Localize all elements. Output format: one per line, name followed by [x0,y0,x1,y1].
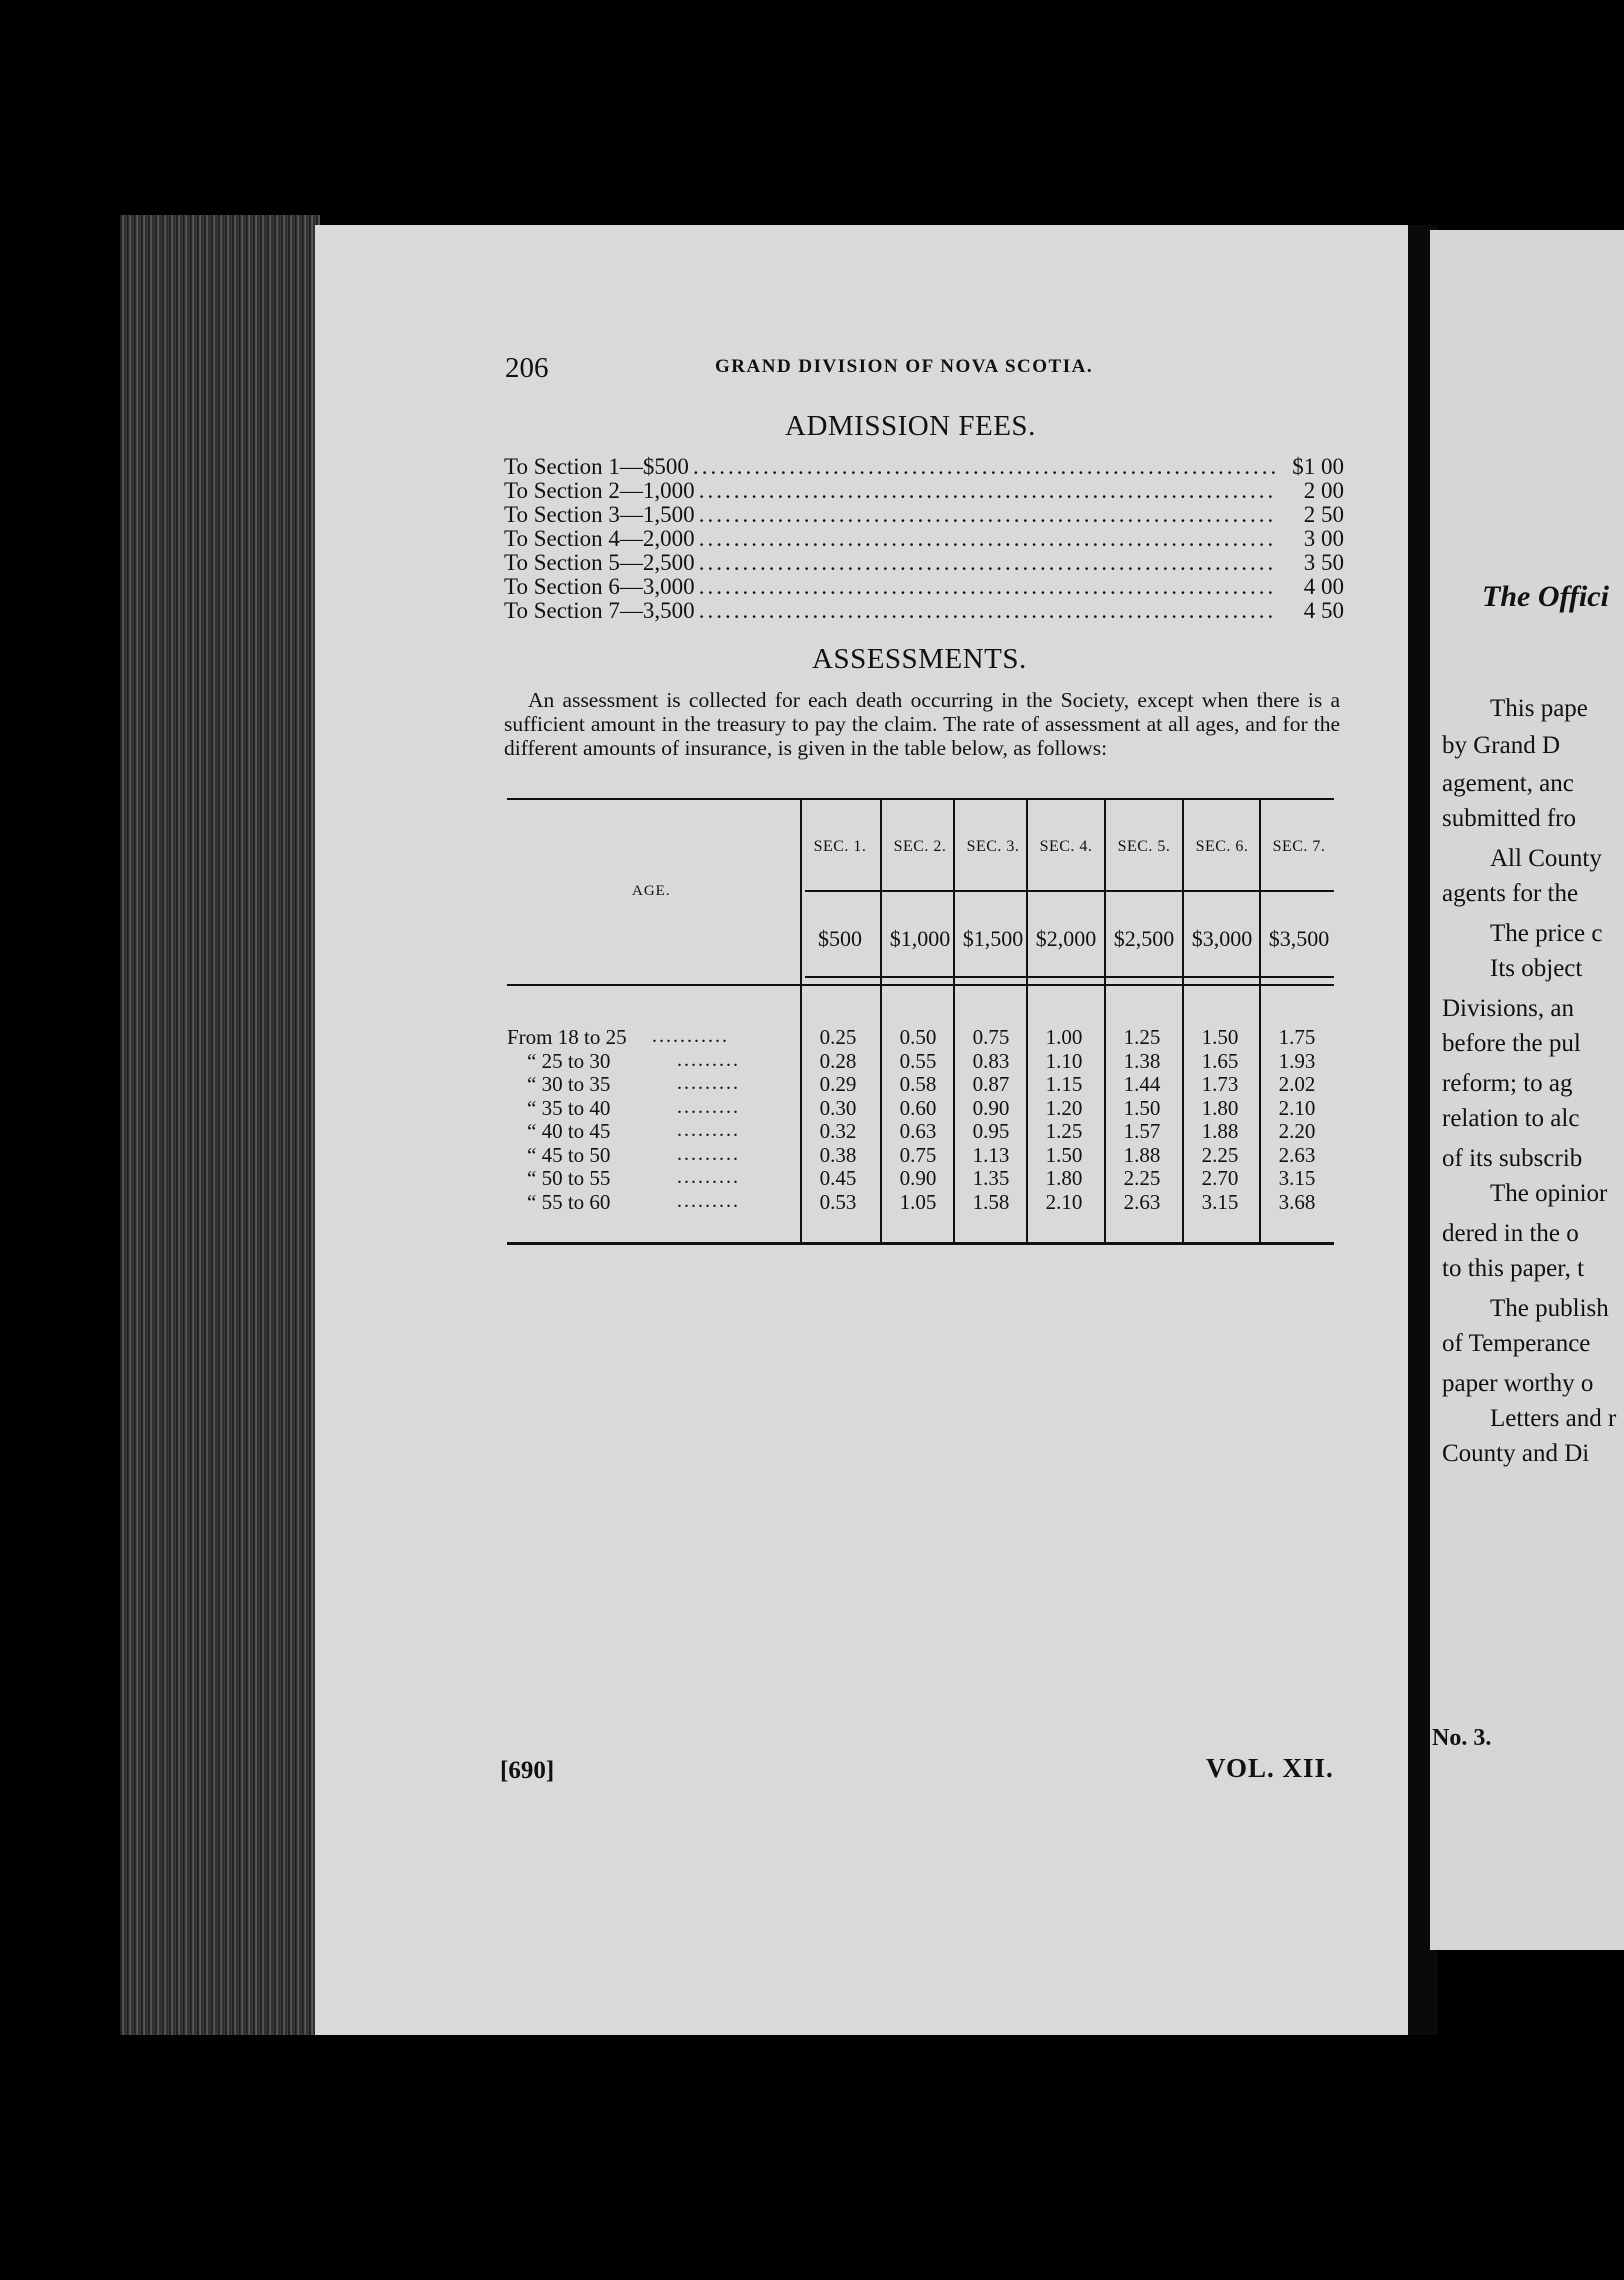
amount-header: $3,500 [1268,926,1330,951]
right-page-line: agement, anc [1442,770,1574,797]
right-page-line: County and Di [1442,1440,1590,1467]
table-cell: 0.32 [819,1119,857,1143]
fee-row [504,503,1344,527]
amount-rule [805,976,1334,978]
table-cell: 1.15 [1045,1072,1083,1096]
fee-amount: 4 00 [1303,574,1344,599]
footer-page-ref: [690] [500,1757,555,1784]
amount-header: $1,000 [889,926,951,951]
table-cell: 1.25 [1045,1119,1083,1143]
section-header: SEC. 6. [1195,838,1249,855]
table-cell: 1.10 [1045,1048,1083,1073]
table-cell: 0.90 [972,1095,1010,1120]
age-range: “ 55 to 60 [527,1189,611,1214]
table-cell: 0.50 [899,1025,937,1049]
table-cell: 3.15 [1278,1166,1316,1190]
table-cell: 0.53 [819,1189,857,1214]
right-page-line: The publish [1490,1295,1609,1322]
fee-amount: 2 50 [1303,502,1344,527]
age-header: AGE. [632,883,671,899]
fee-label: To Section 3—1,500 [504,502,695,527]
table-cell: 2.10 [1278,1095,1316,1120]
table-cell: 1.58 [972,1189,1010,1214]
amount-header: $2,000 [1035,926,1097,951]
table-bottom-rule [507,1242,1334,1245]
table-cell: 2.02 [1278,1072,1316,1096]
leader-dots: ......... [677,1072,740,1094]
table-cell: 0.29 [819,1072,857,1096]
leader-dots [699,599,1276,623]
right-page-line: before the pul [1442,1030,1581,1057]
table-header-rule [507,984,1334,986]
table-cell: 0.38 [819,1142,857,1167]
right-page-line: Its object [1490,955,1583,982]
age-range: “ 45 to 50 [527,1142,611,1167]
table-cell: 0.45 [819,1166,857,1190]
right-page-line: reform; to ag [1442,1070,1573,1097]
table-cell: 2.70 [1201,1166,1239,1190]
table-cell: 0.30 [819,1095,857,1120]
section-header: SEC. 5. [1117,838,1171,855]
table-cell: 0.25 [819,1025,857,1049]
right-page-line: submitted fro [1442,805,1577,832]
running-header: GRAND DIVISION OF NOVA SCOTIA. [715,356,1094,377]
page-number: 206 [505,352,549,384]
age-range: From 18 to 25 [507,1025,627,1049]
table-cell: 1.80 [1045,1166,1083,1190]
right-page-line: of its subscrib [1442,1145,1583,1172]
table-cell: 0.95 [972,1119,1010,1143]
leader-dots [699,479,1276,503]
section-header: SEC. 7. [1272,838,1326,855]
table-cell: 0.60 [899,1095,937,1120]
leader-dots: ......... [677,1048,740,1071]
fee-row [504,479,1344,503]
right-page-line: dered in the o [1442,1220,1579,1247]
table-cell: 1.35 [972,1166,1010,1190]
table-cell: 0.55 [899,1048,937,1073]
right-page-line: agents for the [1442,880,1579,907]
table-cell: 1.00 [1045,1025,1083,1049]
table-cell: 1.50 [1045,1142,1083,1167]
table-cell: 0.28 [819,1048,857,1073]
amount-header: $1,500 [962,926,1024,951]
admission-fees-list [504,455,1344,623]
right-page-line: Letters and r [1490,1405,1617,1432]
age-range: “ 30 to 35 [527,1072,611,1096]
fee-amount: 2 00 [1303,478,1344,503]
leader-dots [699,551,1276,575]
right-page-footer: No. 3. [1432,1725,1492,1751]
table-cell: 0.75 [972,1025,1010,1049]
assessments-title: ASSESSMENTS. [812,643,1027,675]
leader-dots: ......... [677,1166,740,1188]
leader-dots: ......... [677,1189,740,1212]
right-page-line: All County [1490,845,1602,872]
section-header: SEC. 1. [813,838,867,855]
right-page [1430,230,1624,1950]
leader-dots: ......... [677,1095,740,1118]
right-page-line: relation to alc [1442,1105,1580,1132]
book-page-edges [120,215,320,2035]
leader-dots [699,503,1276,527]
fee-label: To Section 4—2,000 [504,526,695,551]
table-cell: 0.58 [899,1072,937,1096]
table-cell: 0.75 [899,1142,937,1167]
age-range: “ 40 to 45 [527,1119,611,1143]
right-page-line: Divisions, an [1442,995,1574,1022]
assessments-paragraph: An assessment is collected for each death occurring in the Society, except when there is a sufficient amount in the treasury to pay the claim. The rate of assessment at all ages, and for the different amounts of insurance, is given in the table below, as follows: [504,688,1340,760]
table-cell: 1.80 [1201,1095,1239,1120]
table-cell: 3.68 [1278,1189,1316,1214]
right-page-line: The price c [1490,920,1603,947]
fee-row [504,599,1344,623]
table-cell: 1.20 [1045,1095,1083,1120]
table-cell: 1.44 [1123,1072,1161,1096]
fee-row [504,551,1344,575]
fee-label: To Section 1—$500 [504,454,689,479]
right-page-title: The Offici [1482,580,1609,613]
footer-volume: VOL. XII. [1206,1753,1334,1783]
fee-label: To Section 7—3,500 [504,598,695,623]
section-header: SEC. 4. [1039,838,1093,855]
fee-amount: 4 50 [1303,598,1344,623]
fee-amount: 3 00 [1303,526,1344,551]
table-cell: 2.63 [1278,1142,1316,1167]
table-cell: 1.57 [1123,1119,1161,1143]
section-header: SEC. 2. [893,838,947,855]
right-page-line: paper worthy o [1442,1370,1594,1397]
table-cell: 1.05 [899,1189,937,1214]
leader-dots: ......... [677,1119,740,1141]
fee-label: To Section 6—3,000 [504,574,695,599]
table-top-rule [507,798,1334,800]
table-cell: 1.38 [1123,1048,1161,1073]
table-cell: 1.75 [1278,1025,1316,1049]
table-cell: 0.83 [972,1048,1010,1073]
table-cell: 0.90 [899,1166,937,1190]
leader-dots [699,527,1276,551]
table-cell: 1.13 [972,1142,1010,1167]
leader-dots [699,575,1276,599]
table-cell: 2.63 [1123,1189,1161,1214]
fee-amount: $1 00 [1292,454,1344,479]
admission-fees-title: ADMISSION FEES. [785,410,1036,442]
age-range: “ 50 to 55 [527,1166,611,1190]
section-rule [805,890,1334,892]
table-cell: 1.50 [1123,1095,1161,1120]
fee-label: To Section 2—1,000 [504,478,695,503]
right-page-line: This pape [1490,695,1588,722]
table-cell: 0.63 [899,1119,937,1143]
right-page-line: by Grand D [1442,732,1561,759]
age-range: “ 35 to 40 [527,1095,611,1120]
table-cell: 1.65 [1201,1048,1239,1073]
amount-header: $2,500 [1113,926,1175,951]
table-cell: 3.15 [1201,1189,1239,1214]
table-cell: 1.88 [1201,1119,1239,1143]
leader-dots [693,455,1276,479]
age-range: “ 25 to 30 [527,1048,611,1073]
table-cell: 1.50 [1201,1025,1239,1049]
fee-row [504,575,1344,599]
table-cell: 2.10 [1045,1189,1083,1214]
right-page-line: of Temperance [1442,1330,1591,1357]
amount-header: $500 [818,926,862,951]
table-cell: 2.20 [1278,1119,1316,1143]
fee-amount: 3 50 [1303,550,1344,575]
table-cell: 0.87 [972,1072,1010,1096]
fee-label: To Section 5—2,500 [504,550,695,575]
section-header: SEC. 3. [966,838,1020,855]
right-page-line: to this paper, t [1442,1255,1585,1282]
fee-row [504,527,1344,551]
leader-dots: ........... [652,1025,729,1047]
fee-row [504,455,1344,479]
table-cell: 1.88 [1123,1142,1161,1167]
table-cell: 1.93 [1278,1048,1316,1073]
right-page-line: The opinior [1490,1180,1608,1207]
table-cell: 1.73 [1201,1072,1239,1096]
leader-dots: ......... [677,1142,740,1165]
table-cell: 2.25 [1201,1142,1239,1167]
assessment-table [507,798,1334,1250]
table-cell: 1.25 [1123,1025,1161,1049]
amount-header: $3,000 [1191,926,1253,951]
table-cell: 2.25 [1123,1166,1161,1190]
